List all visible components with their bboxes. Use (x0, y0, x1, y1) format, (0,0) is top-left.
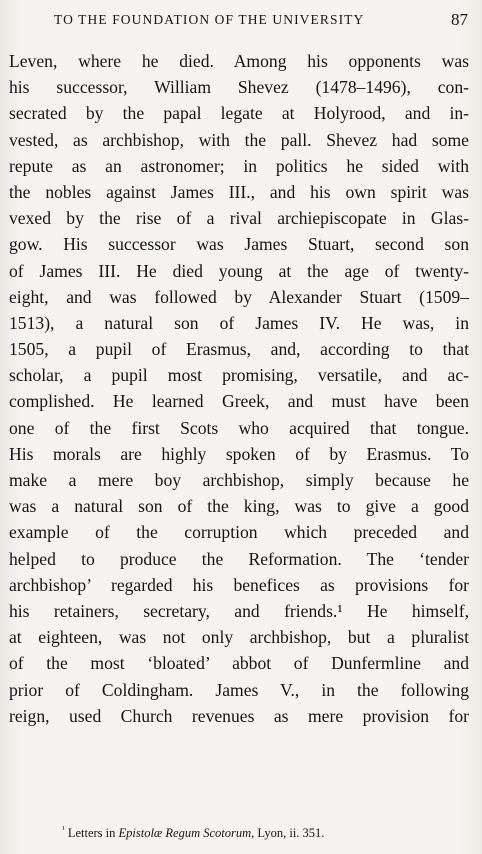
text-line: repute as an astronomer; in politics he sided with (9, 155, 469, 176)
footnote-text-after: , Lyon, ii. 351. (251, 826, 325, 840)
text-line: the nobles against James III., and his own spirit was (9, 181, 469, 202)
footnote-marker: ¹ (62, 824, 65, 834)
text-line: his retainers, secretary, and friends.¹ He himself, (9, 600, 469, 621)
text-line: eight, and was followed by Alexander Stuart (1509– (9, 286, 469, 307)
text-line: one of the first Scots who acquired that tongue. (9, 417, 469, 438)
running-header (54, 10, 472, 32)
text-line: vested, as archbishop, with the pall. Shevez had some (9, 129, 469, 150)
running-title: TO THE FOUNDATION OF THE UNIVERSITY (54, 12, 365, 27)
text-line: his successor, William Shevez (1478–1496), con- (9, 77, 469, 98)
text-line: at eighteen, was not only archbishop, but a pluralist (9, 627, 469, 648)
footnote-italic-title: Epistolæ Regum Scotorum (118, 826, 252, 840)
page-number: 87 (451, 10, 468, 29)
text-line: gow. His successor was James Stuart, second son (9, 234, 469, 255)
text-line: His morals are highly spoken of by Erasmus. To (9, 443, 469, 464)
text-line: complished. He learned Greek, and must have been (9, 391, 469, 412)
footnote (62, 826, 324, 841)
text-line: was a natural son of the king, was to give a good (9, 496, 469, 517)
text-line: helped to produce the Reformation. The ‘tender (9, 548, 469, 569)
text-line: archbishop’ regarded his benefices as provisions for (9, 574, 469, 595)
body-text (9, 48, 469, 729)
text-line: reign, used Church revenues as mere provision for (9, 705, 469, 726)
text-line: 1513), a natural son of James IV. He was, in (9, 312, 469, 333)
text-line: vexed by the rise of a rival archiepiscopate in Glas- (9, 208, 469, 229)
text-line: secrated by the papal legate at Holyrood, and in- (9, 103, 469, 124)
footnote-text-before: Letters in (64, 826, 119, 840)
text-line: make a mere boy archbishop, simply because he (9, 470, 469, 490)
text-line: scholar, a pupil most promising, versatile, and ac- (9, 365, 469, 386)
text-line: prior of Coldingham. James V., in the following (9, 679, 469, 700)
text-line: example of the corruption which preceded and (9, 522, 469, 543)
text-line: Leven, where he died. Among his opponents was (9, 51, 469, 71)
text-line: of James III. He died young at the age of twenty- (9, 260, 469, 281)
text-line: of the most ‘bloated’ abbot of Dunfermline and (9, 653, 469, 674)
text-line: 1505, a pupil of Erasmus, and, according to that (9, 339, 469, 360)
